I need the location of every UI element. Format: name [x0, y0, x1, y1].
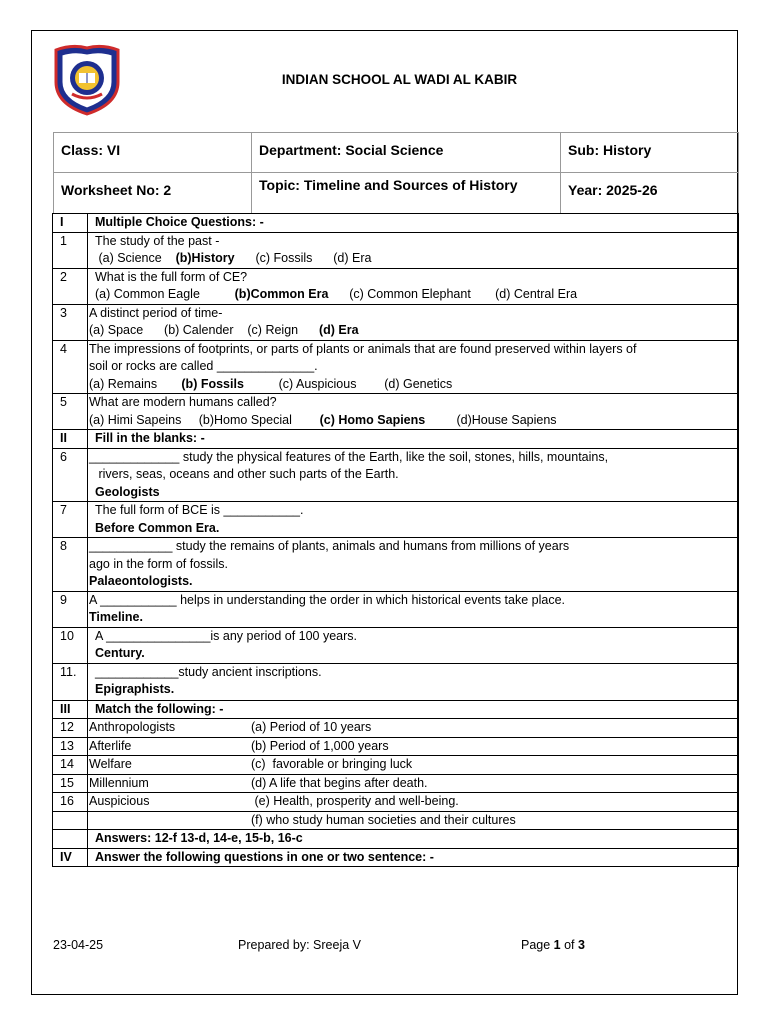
question-text: _____________ study the physical features of the Earth, like the soil, stones, hills, mountains,	[89, 449, 609, 464]
footer-prepared-by: Prepared by: Sreeja V	[238, 938, 361, 952]
question-number: 10	[53, 627, 88, 663]
match-answers: Answers: 12-f 13-d, 14-e, 15-b, 16-c	[88, 830, 739, 849]
worksheet-info-table	[53, 132, 739, 214]
question-number: 16	[53, 793, 88, 812]
match-definition: (e) Health, prosperity and well-being.	[251, 794, 459, 808]
question-row	[53, 232, 739, 268]
question-text: A _______________is any period of 100 years.	[95, 628, 358, 643]
match-definition: (a) Period of 10 years	[251, 720, 372, 734]
question-row	[53, 340, 739, 394]
correct-answer: (b) Fossils	[181, 376, 244, 391]
footer-date: 23-04-25	[53, 938, 104, 952]
match-row	[53, 719, 739, 738]
topic-cell: Topic: Timeline and Sources of History	[252, 173, 561, 214]
class-cell: Class: VI	[54, 133, 252, 173]
question-row	[53, 502, 739, 538]
question-row	[53, 591, 739, 627]
question-text: What is the full form of CE?	[95, 269, 248, 284]
question-row	[53, 538, 739, 592]
question-number: 13	[53, 737, 88, 756]
question-number	[53, 811, 88, 830]
fill-answer: Epigraphists.	[95, 682, 175, 696]
question-row	[53, 394, 739, 430]
question-text: ____________ study the remains of plants, animals and humans from millions of years	[89, 539, 570, 553]
question-text-continued: ago in the form of fossils.	[89, 556, 228, 571]
match-definition: (b) Period of 1,000 years	[251, 738, 389, 753]
match-row	[53, 811, 739, 830]
question-number: 7	[53, 502, 88, 538]
question-text: The study of the past -	[95, 233, 220, 248]
match-term: Afterlife	[89, 738, 132, 753]
question-number: 4	[53, 340, 88, 394]
question-number: 15	[53, 774, 88, 793]
year-cell: Year: 2025-26	[561, 173, 739, 214]
match-row	[53, 793, 739, 812]
match-row	[53, 774, 739, 793]
section-number: IV	[53, 848, 88, 867]
section-title: Fill in the blanks: -	[88, 430, 739, 449]
question-text-continued: soil or rocks are called ______________.	[89, 359, 318, 373]
question-row	[53, 448, 739, 502]
section-title: Multiple Choice Questions: -	[88, 214, 739, 233]
fill-answer: Timeline.	[89, 610, 143, 624]
question-options: (a) Common Eagle (b)Common Era (c) Common Elephant (d) Central Era	[95, 287, 578, 301]
match-term: Welfare	[89, 757, 132, 771]
question-text: What are modern humans called?	[89, 395, 277, 409]
question-text: The impressions of footprints, or parts of plants or animals that are found preserved within layers of	[89, 341, 637, 356]
school-name: INDIAN SCHOOL AL WADI AL KABIR	[281, 72, 518, 87]
question-number: 8	[53, 538, 88, 592]
question-options: (a) Remains (b) Fossils (c) Auspicious (d) Genetics	[89, 376, 453, 391]
match-term	[89, 812, 251, 830]
section-number: I	[53, 214, 88, 233]
question-number: 11.	[53, 663, 88, 700]
questions-table	[52, 213, 739, 867]
question-number: 3	[53, 304, 88, 340]
question-options: (a) Himi Sapeins (b)Homo Special (c) Homo Sapiens (d)House Sapiens	[89, 412, 557, 427]
section-title: Answer the following questions in one or two sentence: -	[88, 848, 739, 867]
question-number: 12	[53, 719, 88, 738]
correct-answer: (d) Era	[318, 323, 359, 337]
question-number: 6	[53, 448, 88, 502]
question-number: 9	[53, 591, 88, 627]
question-options: (a) Space (b) Calender (c) Reign (d) Era	[89, 323, 359, 337]
section-number: III	[53, 700, 88, 719]
question-number: 2	[53, 268, 88, 304]
question-text: The full form of BCE is ___________.	[95, 503, 304, 517]
question-row	[53, 627, 739, 663]
question-number: 1	[53, 232, 88, 268]
correct-answer: (b)History	[175, 251, 235, 265]
fill-answer: Palaeontologists.	[89, 574, 193, 588]
section-number: II	[53, 430, 88, 449]
worksheet-number-cell: Worksheet No: 2	[54, 173, 252, 214]
question-number: 5	[53, 394, 88, 430]
question-text: A distinct period of time-	[89, 305, 223, 320]
question-number: 14	[53, 756, 88, 775]
question-row	[53, 663, 739, 700]
match-term: Millennium	[89, 775, 149, 790]
match-term: Anthropologists	[89, 720, 176, 734]
fill-answer: Before Common Era.	[95, 520, 220, 535]
department-cell: Department: Social Science	[252, 133, 561, 173]
question-options: (a) Science (b)History (c) Fossils (d) Era	[95, 251, 372, 265]
question-row	[53, 268, 739, 304]
match-definition: (f) who study human societies and their cultures	[251, 812, 516, 827]
question-text: A ___________ helps in understanding the order in which historical events take place.	[89, 592, 566, 607]
question-text: ____________study ancient inscriptions.	[95, 664, 322, 679]
match-definition: (c) favorable or bringing luck	[251, 757, 413, 771]
question-row	[53, 304, 739, 340]
fill-answer: Geologists	[95, 484, 160, 499]
match-term: Auspicious	[89, 794, 150, 808]
fill-answer: Century.	[95, 646, 145, 660]
match-definition: (d) A life that begins after death.	[251, 775, 428, 790]
worksheet-page	[31, 30, 738, 995]
correct-answer: (c) Homo Sapiens	[319, 412, 426, 427]
match-row	[53, 737, 739, 756]
match-row	[53, 756, 739, 775]
question-text-continued: rivers, seas, oceans and other such parts of the Earth.	[95, 467, 399, 481]
correct-answer: (b)Common Era	[234, 287, 329, 301]
subject-cell: Sub: History	[561, 133, 739, 173]
section-title: Match the following: -	[88, 700, 739, 719]
footer-page-number: Page 1 of 3	[521, 938, 585, 952]
